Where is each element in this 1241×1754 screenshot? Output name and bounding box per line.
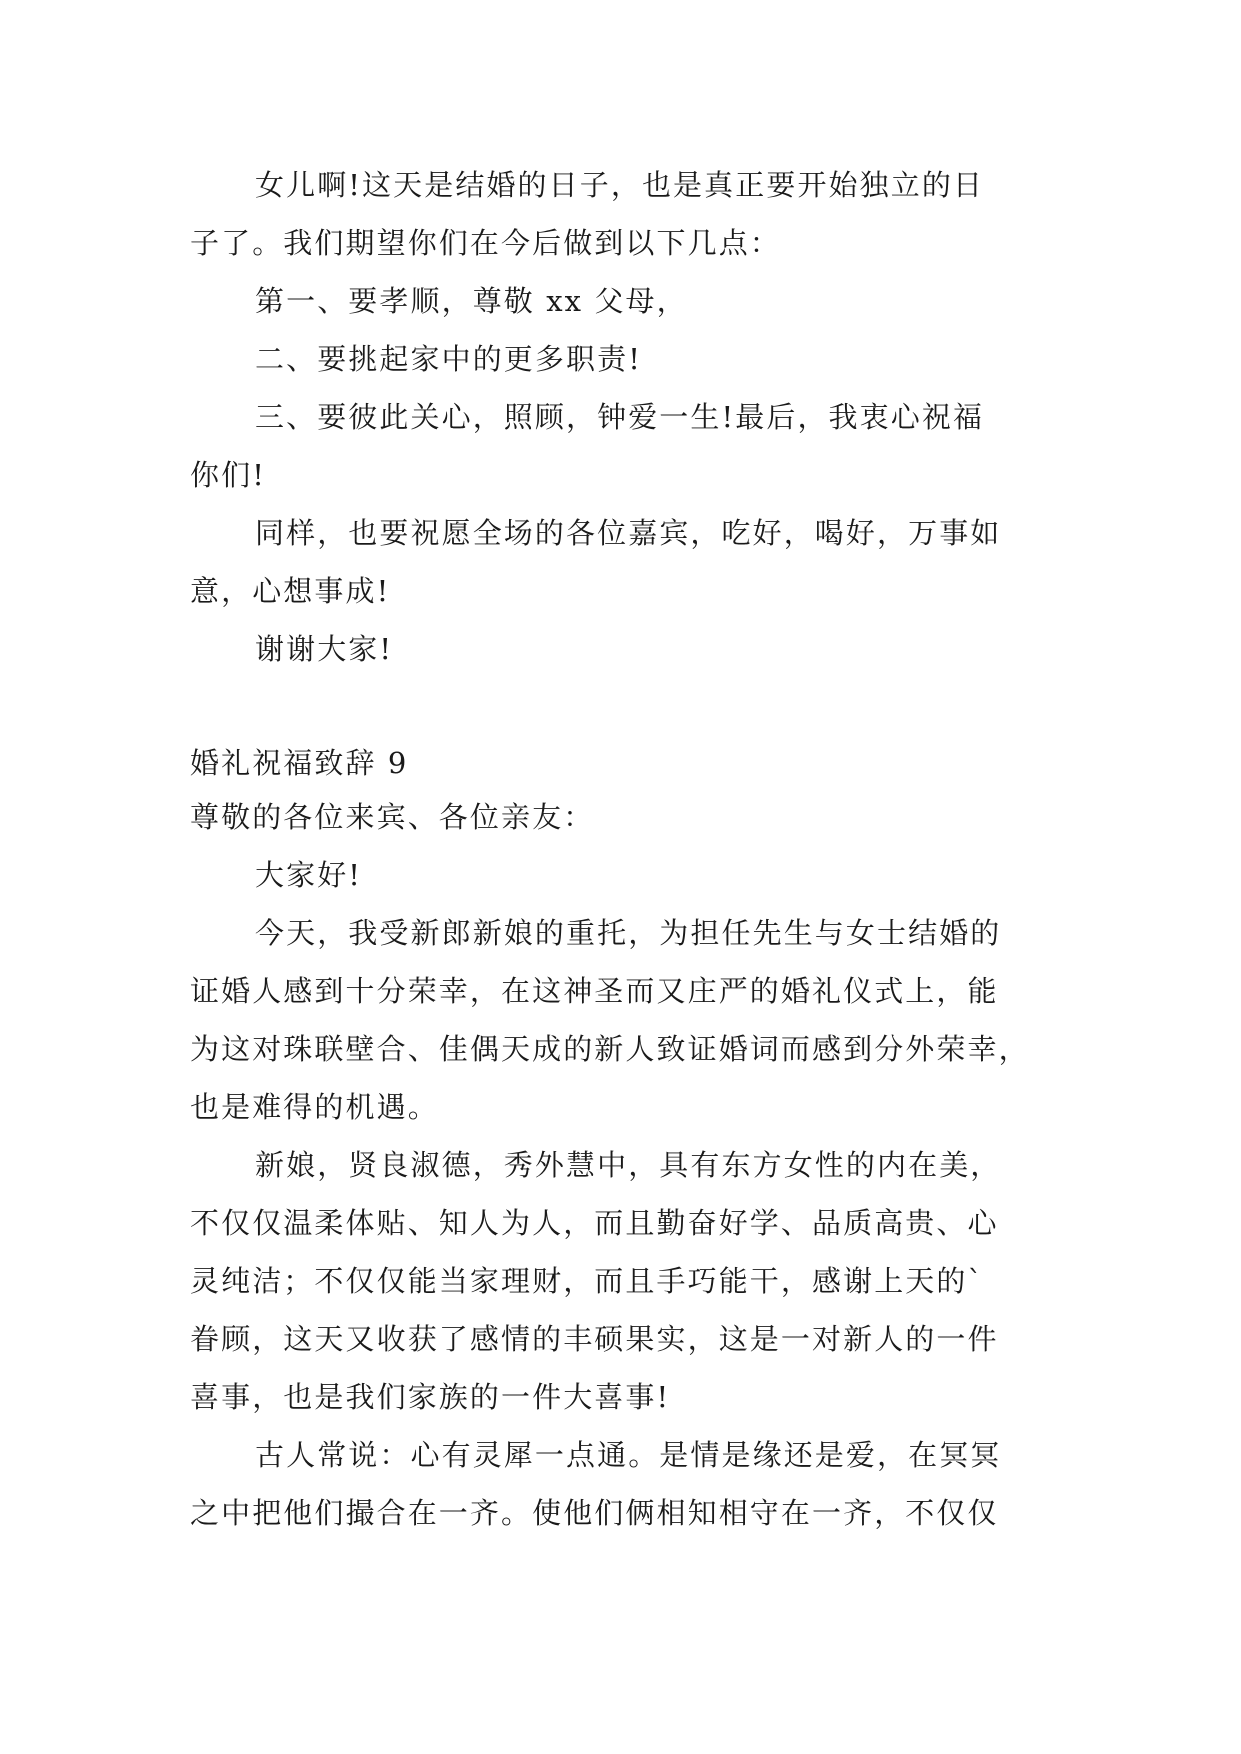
- paragraph-line: 你们!: [190, 458, 266, 492]
- paragraph-line: 古人常说：心有灵犀一点通。是情是缘还是爱，在冥冥: [255, 1438, 1002, 1472]
- paragraph-line: 喜事，也是我们家族的一件大喜事!: [190, 1380, 671, 1414]
- salutation: 尊敬的各位来宾、各位亲友：: [190, 800, 595, 834]
- paragraph-line: 不仅仅温柔体贴、知人为人，而且勤奋好学、品质高贵、心: [190, 1206, 999, 1240]
- paragraph-line: 眷顾，这天又收获了感情的丰硕果实，这是一对新人的一件: [190, 1322, 999, 1356]
- list-item: 三、要彼此关心，照顾，钟爱一生!最后，我衷心祝福: [255, 400, 985, 434]
- list-item: 二、要挑起家中的更多职责!: [255, 342, 642, 376]
- paragraph-line: 谢谢大家!: [255, 632, 394, 666]
- list-item: 第一、要孝顺，尊敬 xx 父母，: [255, 284, 688, 318]
- paragraph-line: 子了。我们期望你们在今后做到以下几点：: [190, 226, 781, 260]
- paragraph-line: 女儿啊!这天是结婚的日子，也是真正要开始独立的日: [255, 168, 985, 202]
- paragraph-line: 为这对珠联壁合、佳偶天成的新人致证婚词而感到分外荣幸，: [190, 1032, 1030, 1066]
- paragraph-line: 意，心想事成!: [190, 574, 391, 608]
- greeting: 大家好!: [255, 858, 363, 892]
- paragraph-line: 证婚人感到十分荣幸，在这神圣而又庄严的婚礼仪式上，能: [190, 974, 999, 1008]
- paragraph-line: 同样，也要祝愿全场的各位嘉宾，吃好，喝好，万事如: [255, 516, 1002, 550]
- paragraph-line: 也是难得的机遇。: [190, 1090, 439, 1124]
- paragraph-line: 新娘，贤良淑德，秀外慧中，具有东方女性的内在美，: [255, 1148, 1002, 1182]
- paragraph-line: 今天，我受新郎新娘的重托，为担任先生与女士结婚的: [255, 916, 1002, 950]
- paragraph-line: 灵纯洁；不仅仅能当家理财，而且手巧能干，感谢上天的`: [190, 1264, 985, 1298]
- paragraph-line: 之中把他们撮合在一齐。使他们俩相知相守在一齐，不仅仅: [190, 1496, 999, 1530]
- section-title: 婚礼祝福致辞 9: [190, 746, 409, 780]
